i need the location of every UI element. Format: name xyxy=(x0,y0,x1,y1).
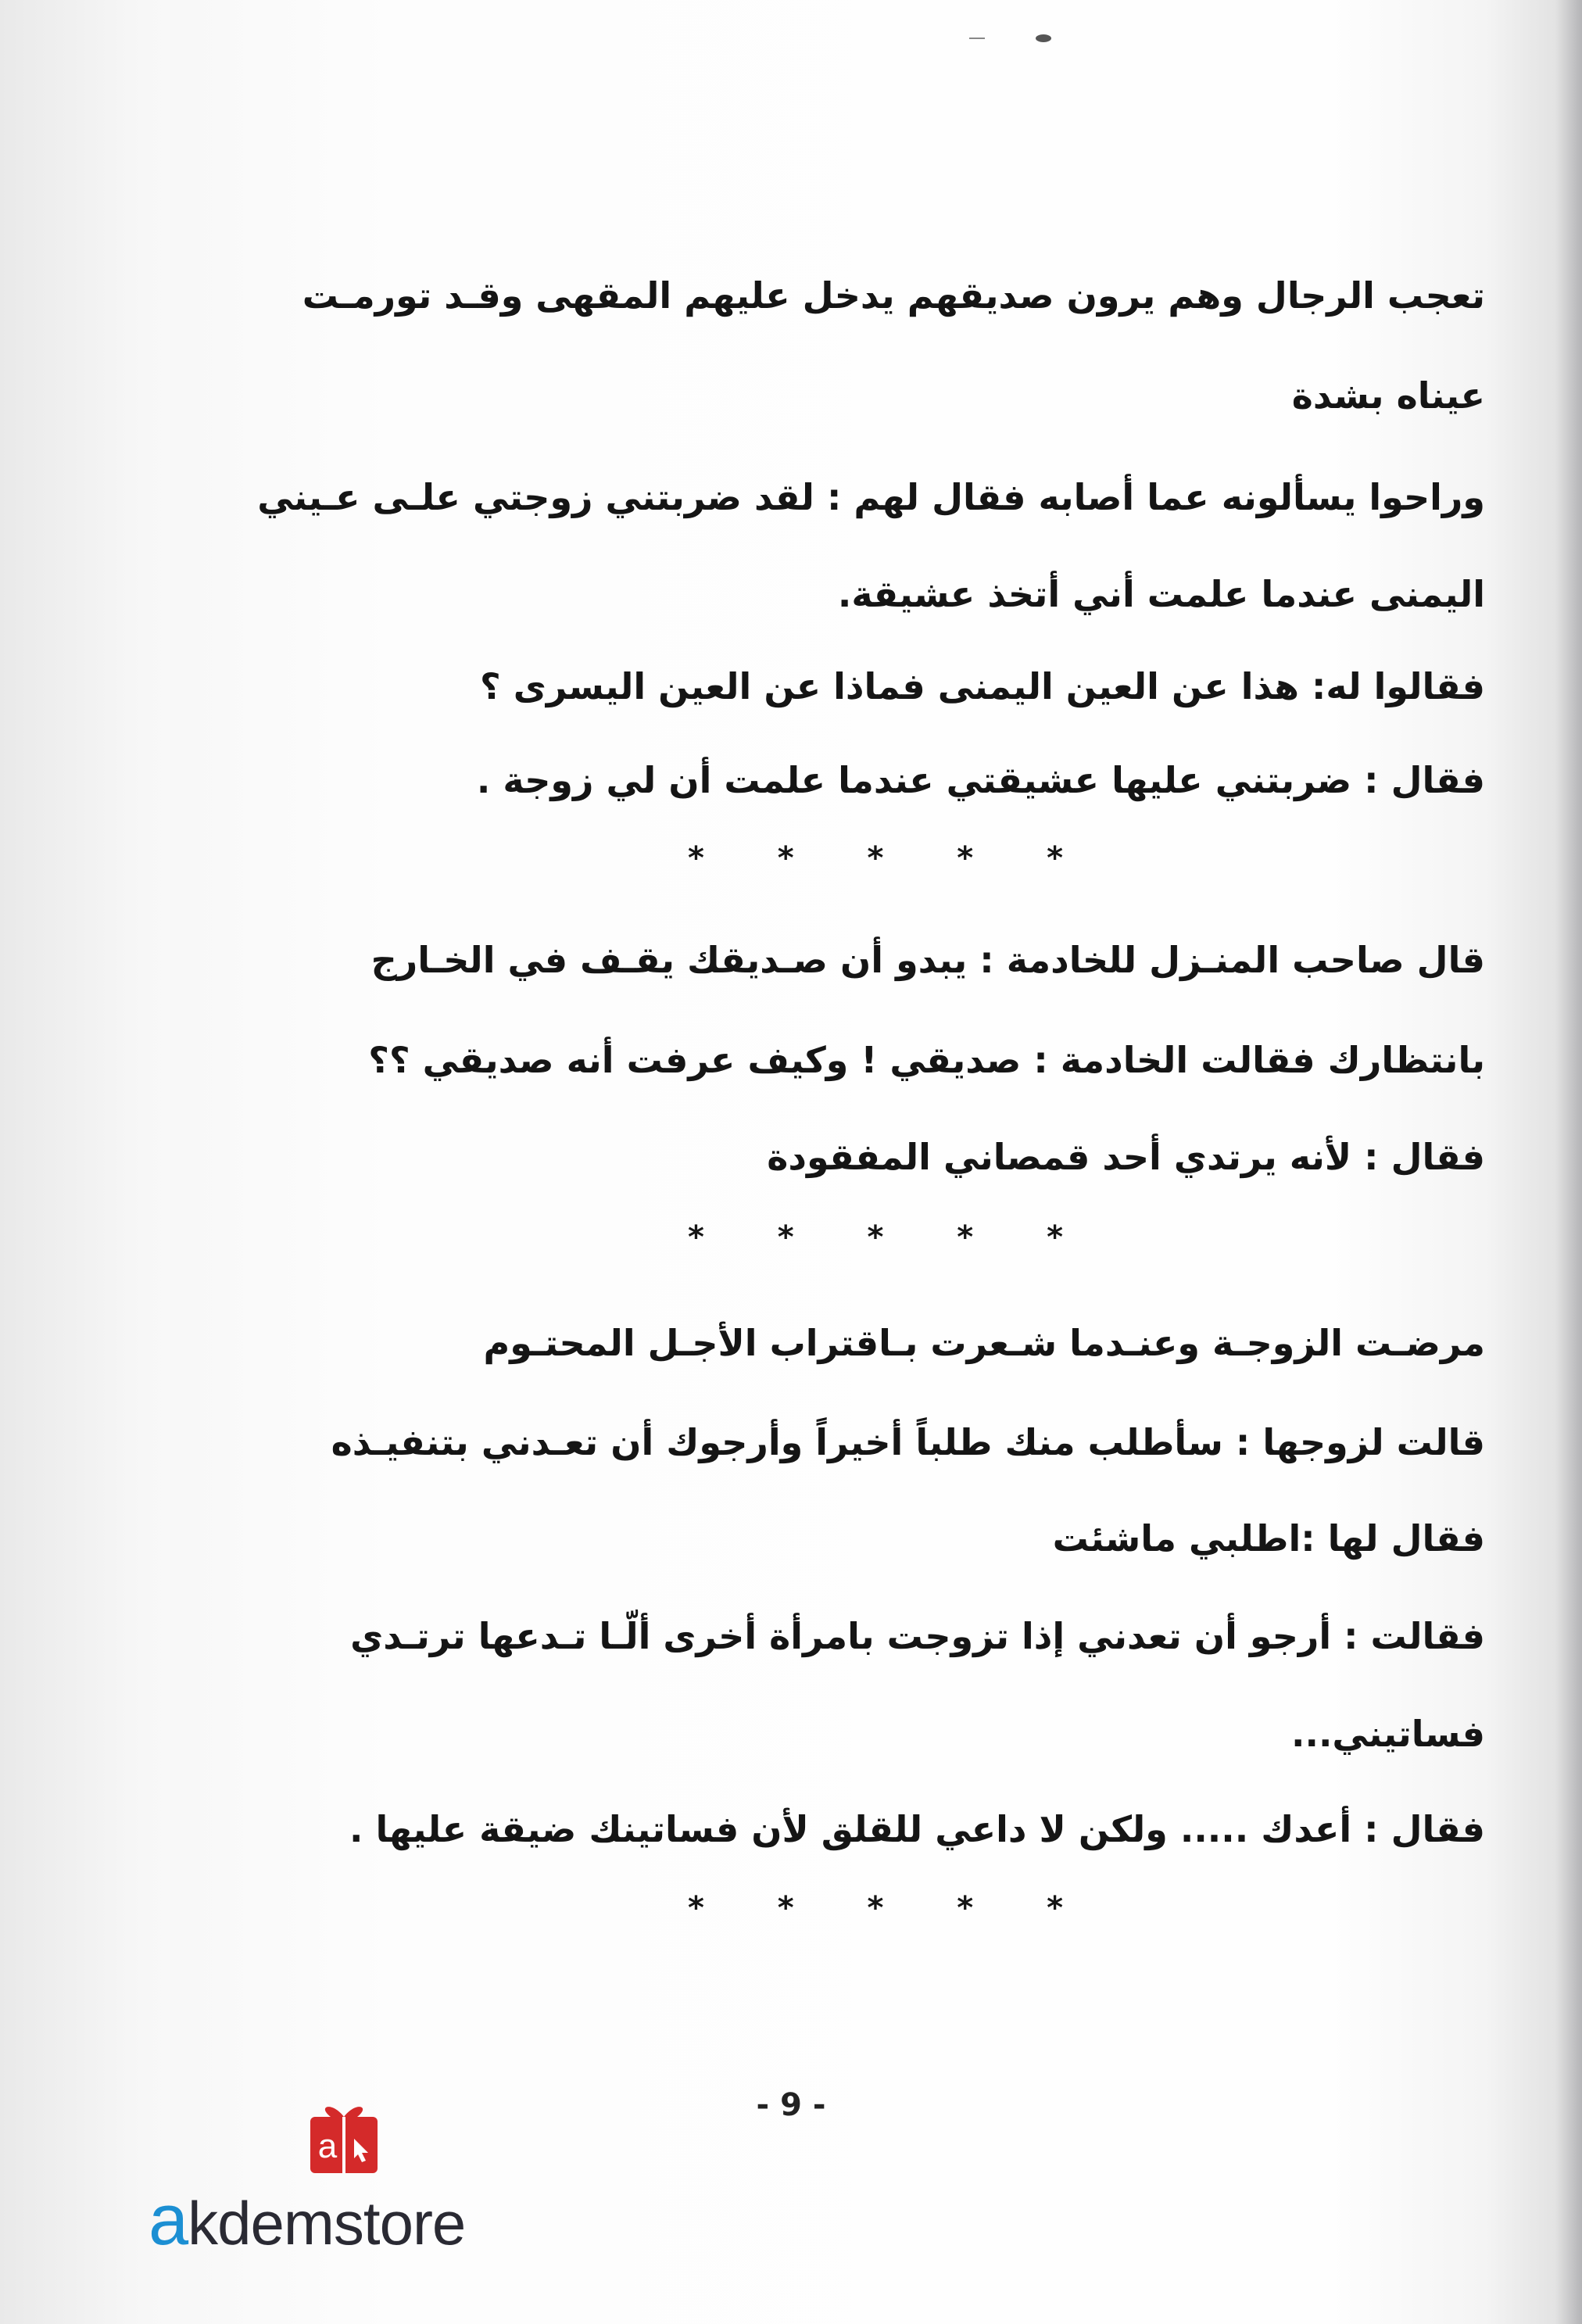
text-line: تعجب الرجال وهم يرون صديقهم يدخل عليهم المقهى وقـد تورمـت xyxy=(302,274,1485,317)
text-line: فساتيني... xyxy=(1291,1713,1485,1755)
text-line: فقال : لأنه يرتدي أحد قمصاني المفقودة xyxy=(767,1136,1485,1178)
section-separator xyxy=(688,1219,1063,1255)
text-line: قالت لزوجها : سأطلب منك طلباً أخيراً وأرجوك أن تعـدني بتنفيـذه xyxy=(331,1421,1485,1463)
section-separator xyxy=(688,840,1063,876)
text-line: فقالت : أرجو أن تعدني إذا تزوجت بامرأة أخرى ألّـا تـدعها ترتـدي xyxy=(350,1615,1485,1657)
print-mark xyxy=(969,30,1063,45)
separator-star: * xyxy=(867,840,884,876)
text-line: مرضـت الزوجـة وعنـدما شـعرت بـاقتراب الأجـل المحتـوم xyxy=(483,1322,1485,1364)
separator-star: * xyxy=(1047,840,1063,876)
separator-star: * xyxy=(688,1219,704,1255)
joke-paragraph-2 xyxy=(234,939,1485,1192)
separator-star: * xyxy=(1047,1890,1063,1926)
logo-icon-letter: a xyxy=(317,2127,338,2165)
text-line: عيناه بشدة xyxy=(1291,374,1485,417)
separator-star: * xyxy=(777,1890,794,1926)
text-line: فقالوا له: هذا عن العين اليمنى فماذا عن العين اليسرى ؟ xyxy=(480,665,1485,707)
joke-paragraph-3 xyxy=(234,1322,1485,1872)
separator-star: * xyxy=(688,840,704,876)
logo-wordmark xyxy=(149,2179,465,2261)
logo-name: kdemstore xyxy=(188,2189,466,2258)
page-number: - 9 - xyxy=(756,2087,826,2123)
separator-star: * xyxy=(777,1219,794,1255)
section-separator xyxy=(688,1890,1063,1926)
separator-star: * xyxy=(957,1219,974,1255)
text-line: فقال لها :اطلبي ماشئت xyxy=(1052,1517,1485,1559)
store-logo xyxy=(149,2095,571,2260)
text-line: قال صاحب المنـزل للخادمة : يبدو أن صـديقك يقـف في الخـارج xyxy=(370,939,1485,981)
separator-star: * xyxy=(957,840,974,876)
book-gift-icon xyxy=(301,2095,387,2181)
page-edge-shadow xyxy=(1555,0,1582,2324)
text-line: فقال : أعدك ..... ولكن لا داعي للقلق لأن فساتينك ضيقة عليها . xyxy=(349,1808,1485,1850)
separator-star: * xyxy=(957,1890,974,1926)
separator-star: * xyxy=(777,840,794,876)
text-line: فقال : ضربتني عليها عشيقتي عندما علمت أن لي زوجة . xyxy=(476,759,1485,801)
separator-star: * xyxy=(688,1890,704,1926)
joke-paragraph-1 xyxy=(234,274,1485,825)
text-line: بانتظارك فقالت الخادمة : صديقي ! وكيف عرفت أنه صديقي ؟؟ xyxy=(368,1039,1485,1081)
separator-star: * xyxy=(867,1219,884,1255)
separator-star: * xyxy=(1047,1219,1063,1255)
text-line: وراحوا يسألونه عما أصابه فقال لهم : لقد ضربتني زوجتي علـى عـيني xyxy=(257,476,1485,518)
logo-letter-a: a xyxy=(149,2180,188,2260)
separator-star: * xyxy=(867,1890,884,1926)
text-line: اليمنى عندما علمت أني أتخذ عشيقة. xyxy=(837,573,1485,615)
